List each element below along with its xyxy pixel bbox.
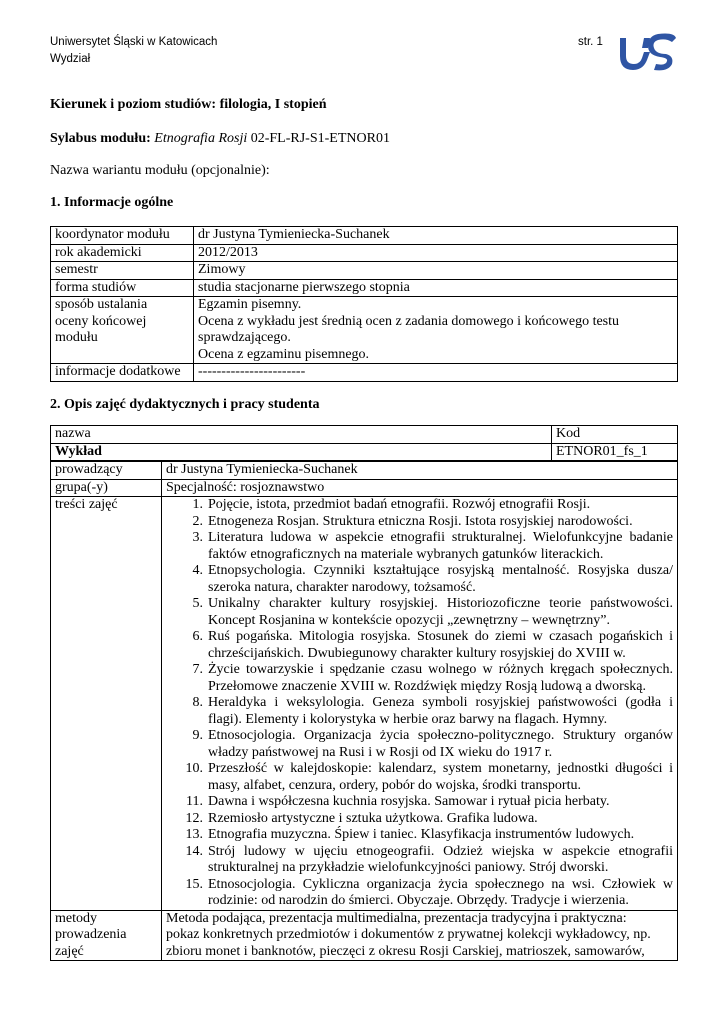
- table-row: [51, 479, 678, 497]
- list-item-number: 1.: [192, 497, 203, 512]
- list-item-text: Życie towarzyskie i spędzanie czasu wolnego w różnych kręgach społecznych. Przełomowe znaczenie XVIII w. Rozdźwięk między Rosją ludową a dworską.: [208, 662, 673, 694]
- table-row: [51, 297, 678, 364]
- table-row: [51, 364, 678, 382]
- table-row: [51, 279, 678, 297]
- course-name: Wykład: [51, 443, 552, 461]
- list-item: [166, 530, 673, 563]
- list-item-number: 3.: [192, 530, 203, 545]
- grading-value-line: Ocena z egzaminu pisemnego.: [198, 346, 370, 362]
- row-key: rok akademicki: [51, 244, 194, 262]
- list-item-text: Heraldyka i weksylologia. Geneza symboli rosyjskiej państwowości (godła i flagi). Elementy i kolorystyka w herbie oraz barwy na flagach. Hymny.: [208, 695, 673, 727]
- table-row: [51, 443, 678, 461]
- list-item-number: 13.: [185, 827, 203, 842]
- list-item: [166, 563, 673, 596]
- list-item-text: Rzemiosło artystyczne i sztuka użytkowa. Grafika ludowa.: [208, 810, 538, 826]
- grading-value-line: Egzamin pisemny.: [198, 297, 302, 312]
- university-name: Uniwersytet Śląski w Katowicach: [50, 36, 218, 48]
- syllabus-title: Etnografia Rosji: [154, 131, 248, 146]
- topics-cell: [162, 497, 678, 911]
- table-row: [51, 910, 678, 961]
- course-description-table: [50, 425, 678, 961]
- content-label: treści zajęć: [51, 497, 162, 911]
- group-value: Specjalność: rosjoznawstwo: [162, 479, 678, 497]
- list-item-number: 14.: [185, 843, 203, 859]
- syllabus-line: [50, 131, 390, 147]
- list-item-text: Unikalny charakter kultury rosyjskiej. Historiozoficzne teorie państwowości. Koncept Rosjanina w kontekście opozycji „zewnętrzny – wewnętrzny”.: [208, 596, 673, 628]
- row-value: -----------------------: [194, 364, 678, 382]
- methods-value: [162, 910, 678, 961]
- row-value: 2012/2013: [194, 244, 678, 262]
- syllabus-code: 02-FL-RJ-S1-ETNOR01: [250, 131, 390, 146]
- list-item: [166, 629, 673, 662]
- list-item-text: Etnogeneza Rosjan. Struktura etniczna Rosji. Istota rosyjskiej narodowości.: [208, 513, 633, 529]
- methods-label-line: prowadzenia: [55, 927, 127, 942]
- list-item: [166, 497, 673, 514]
- list-item: [166, 662, 673, 695]
- list-item-number: 10.: [185, 761, 203, 776]
- list-item-text: Etnografia muzyczna. Śpiew i taniec. Klasyfikacja instrumentów ludowych.: [208, 827, 635, 842]
- table-row: [51, 244, 678, 262]
- methods-label-line: metody: [55, 910, 97, 926]
- list-item-number: 4.: [192, 563, 203, 578]
- row-key: forma studiów: [51, 279, 194, 297]
- grading-key-line: oceny końcowej: [55, 313, 147, 329]
- section2-heading: 2. Opis zajęć dydaktycznych i pracy studenta: [50, 397, 320, 412]
- grading-key-line: sposób ustalania: [55, 297, 148, 312]
- list-item: [166, 761, 673, 794]
- list-item: [166, 794, 673, 811]
- methods-label-line: zajęć: [55, 943, 84, 959]
- list-item-number: 12.: [185, 810, 203, 826]
- grading-key: [51, 297, 194, 364]
- row-value: Zimowy: [194, 262, 678, 280]
- variant-line: Nazwa wariantu modułu (opcjonalnie):: [50, 163, 270, 178]
- list-item-number: 5.: [192, 596, 203, 611]
- list-item-text: Dawna i współczesna kuchnia rosyjska. Samowar i rytuał picia herbaty.: [208, 794, 610, 809]
- list-item-number: 15.: [185, 876, 203, 892]
- list-item-text: Etnosocjologia. Cykliczna organizacja życia społecznego na wsi. Człowiek w rodzinie: od narodzin do śmierci. Obyczaje. Obrzędy. Tradycje i wierzenia.: [208, 876, 673, 908]
- methods-line: zbioru monet i banknotów, pieczęci z okresu Rosji Carskiej, matrioszek, samowarów,: [166, 943, 645, 959]
- topics-list: [166, 497, 673, 910]
- grading-value: [194, 297, 678, 364]
- table-row: [51, 227, 678, 245]
- table-row: [51, 262, 678, 280]
- lecturer-value: dr Justyna Tymieniecka-Suchanek: [162, 461, 678, 479]
- section1-heading: 1. Informacje ogólne: [50, 195, 174, 210]
- list-item-number: 2.: [192, 513, 203, 529]
- list-item-number: 7.: [192, 662, 203, 677]
- row-value: dr Justyna Tymieniecka-Suchanek: [194, 227, 678, 245]
- grading-value-line: sprawdzającego.: [198, 330, 291, 345]
- table-row: [51, 497, 678, 911]
- list-item: [166, 728, 673, 761]
- page-number: str. 1: [578, 36, 603, 48]
- row-value: studia stacjonarne pierwszego stopnia: [194, 279, 678, 297]
- list-item-text: Strój ludowy w ujęciu etnogeografii. Odzież wiejska w aspekcie etnografii strukturalnej na przykładzie wielofunkcyjności paniowy. Strój dworski.: [208, 843, 673, 875]
- list-item-number: 9.: [192, 728, 203, 743]
- list-item-text: Przeszłość w kalejdoskopie: kalendarz, system monetarny, jednostki długości i masy, alfabet, cenzura, ordery, pobór do wojska, środki transportu.: [208, 761, 673, 793]
- list-item: [166, 514, 673, 531]
- us-logo-icon: [614, 26, 678, 72]
- code-label: Kod: [552, 426, 678, 444]
- list-item-number: 8.: [192, 695, 203, 710]
- table-row: [51, 426, 678, 444]
- list-item: [166, 844, 673, 877]
- row-key: semestr: [51, 262, 194, 280]
- course-code: ETNOR01_fs_1: [552, 443, 678, 461]
- lecturer-label: prowadzący: [51, 461, 162, 479]
- list-item: [166, 827, 673, 844]
- grading-value-line: Ocena z wykładu jest średnią ocen z zadania domowego i końcowego testu: [198, 313, 620, 329]
- department-name: Wydział: [50, 53, 91, 65]
- group-label: grupa(-y): [51, 479, 162, 497]
- name-label: nazwa: [51, 426, 552, 444]
- list-item: [166, 811, 673, 828]
- list-item-text: Ruś pogańska. Mitologia rosyjska. Stosunek do ziemi w czasach pogańskich i chrześcijańskich. Dwubiegunowy charakter kultury rosyjskiej do XVIII w.: [208, 629, 673, 661]
- methods-label: [51, 910, 162, 961]
- list-item-text: Literatura ludowa w aspekcie etnografii strukturalnej. Wielofunkcyjne badanie faktów etnograficznych na materiale wybranych gatunków literackich.: [208, 530, 673, 562]
- list-item-text: Etnopsychologia. Czynniki kształtujące rosyjską mentalność. Rosyjska dusza/ szeroka natura, charakter narodowy, tożsamość.: [208, 563, 673, 595]
- syllabus-label: Sylabus modułu:: [50, 131, 151, 146]
- general-info-table: [50, 226, 678, 382]
- page-header: [50, 34, 676, 76]
- methods-line: pokaz konkretnych przedmiotów i dokumentów z prywatnej kolekcji wykładowcy, np.: [166, 927, 651, 942]
- field-of-study: Kierunek i poziom studiów: filologia, I stopień: [50, 97, 327, 112]
- methods-line: Metoda podająca, prezentacja multimedialna, prezentacja tradycyjna i praktyczna:: [166, 910, 627, 926]
- list-item-text: Pojęcie, istota, przedmiot badań etnografii. Rozwój etnografii Rosji.: [208, 497, 591, 512]
- list-item: [166, 596, 673, 629]
- table-row: [51, 461, 678, 479]
- list-item: [166, 877, 673, 910]
- row-key: informacje dodatkowe: [51, 364, 194, 382]
- list-item-number: 6.: [192, 629, 203, 644]
- list-item-number: 11.: [186, 794, 203, 809]
- row-key: koordynator modułu: [51, 227, 194, 245]
- grading-key-line: modułu: [55, 330, 98, 345]
- list-item: [166, 695, 673, 728]
- list-item-text: Etnosocjologia. Organizacja życia społeczno-politycznego. Struktury organów władzy państwowej na Rusi i w Rosji od IX wieku do 1917 r.: [208, 728, 673, 760]
